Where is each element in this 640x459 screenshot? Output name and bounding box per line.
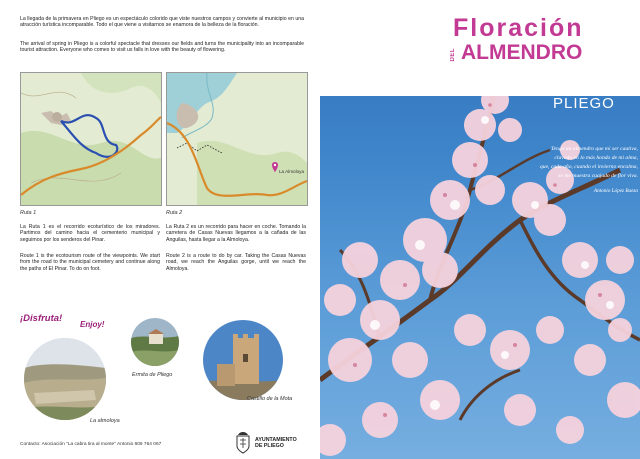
town-name: PLIEGO (553, 95, 615, 112)
title-del: DEL (450, 48, 456, 62)
town-crest-icon (234, 430, 252, 454)
label-castillo: Castillo de la Mota (247, 396, 293, 402)
poem-line: clavado en lo más hondo de mi alma, (554, 155, 638, 161)
title-floracion: Floración (453, 14, 584, 42)
enjoy-heading: Enjoy! (80, 320, 105, 329)
ayuntamiento-line-2: DE PLIEGO (255, 443, 284, 449)
photo-castillo (203, 320, 283, 400)
intro-spanish: La llegada de la primavera en Pliego es un espectáculo colorido que viste nuestros campos y convierte al municipio en una atracción turística incomparable. Todo el que viene a visitarnos se enamora de la belleza de la floración. (20, 16, 304, 29)
poem-line: que, cada año, cuando el invierno encalma, (539, 164, 638, 170)
title-almendro: ALMENDRO (461, 41, 583, 64)
route-1-map (20, 72, 162, 206)
poem-author: Antonio López Baeza (593, 188, 638, 194)
route-1-map-drawing (21, 73, 161, 205)
poem-line: se me muestra cuajado de flor viva. (558, 173, 638, 179)
ayuntamiento-line-1: AYUNTAMIENTO (255, 437, 297, 443)
route-2-map-drawing (167, 73, 307, 205)
ayuntamiento-logo-text (255, 437, 297, 449)
route-1-text-spanish: La Ruta 1 es el recorrido ecoturístico de los miradores. Partimos del camino hacia el cementerio municipal y seguimos por los senderos del Pinar. (20, 224, 160, 243)
photo-almoloya (24, 338, 106, 420)
label-ermita: Ermita de Pliego (132, 372, 173, 378)
photo-ermita (131, 318, 179, 366)
route-2-marker-label: La Almoloya (279, 169, 305, 174)
route-2-caption: Ruta 2 (166, 210, 183, 216)
route-2-text-english: Route 2 is a route to do by car. Taking the Casas Nuevas road, we reach the Anguilas gorge, until we reach the Almoloya. (166, 253, 306, 272)
route-2-map (166, 72, 308, 206)
label-almoloya: La almoloya (90, 418, 120, 424)
title-band (320, 0, 640, 96)
poem-block (510, 145, 638, 196)
poem-line: Tengo un almendro que mi ser cautiva, (550, 146, 638, 152)
route-1-text-english: Route 1 is the ecotourism route of the viewpoints. We start from the road to the municipal cemetery and continue along the paths of El Pinar. To do on foot. (20, 253, 160, 272)
route-1-caption: Ruta 1 (20, 210, 37, 216)
disfruta-heading: ¡Disfruta! (20, 313, 63, 324)
contact-line: Contacto: Asociación "La cabra tira al monte" Antonio 606 764 067 (20, 442, 162, 447)
route-2-text-spanish: La Ruta 2 es un recorrido para hacer en coche. Tomando la carretera de Casas Nuevas llegamos a la cañada de las Anguilas, hasta llegar a la Almoloya. (166, 224, 306, 243)
intro-english: The arrival of spring in Pliego is a colorful spectacle that dresses our fields and turns the municipality into an incomparable tourist attraction. Everyone who comes to visit us falls in love with the beauty of flowering. (20, 41, 304, 54)
cover-page (320, 0, 640, 459)
